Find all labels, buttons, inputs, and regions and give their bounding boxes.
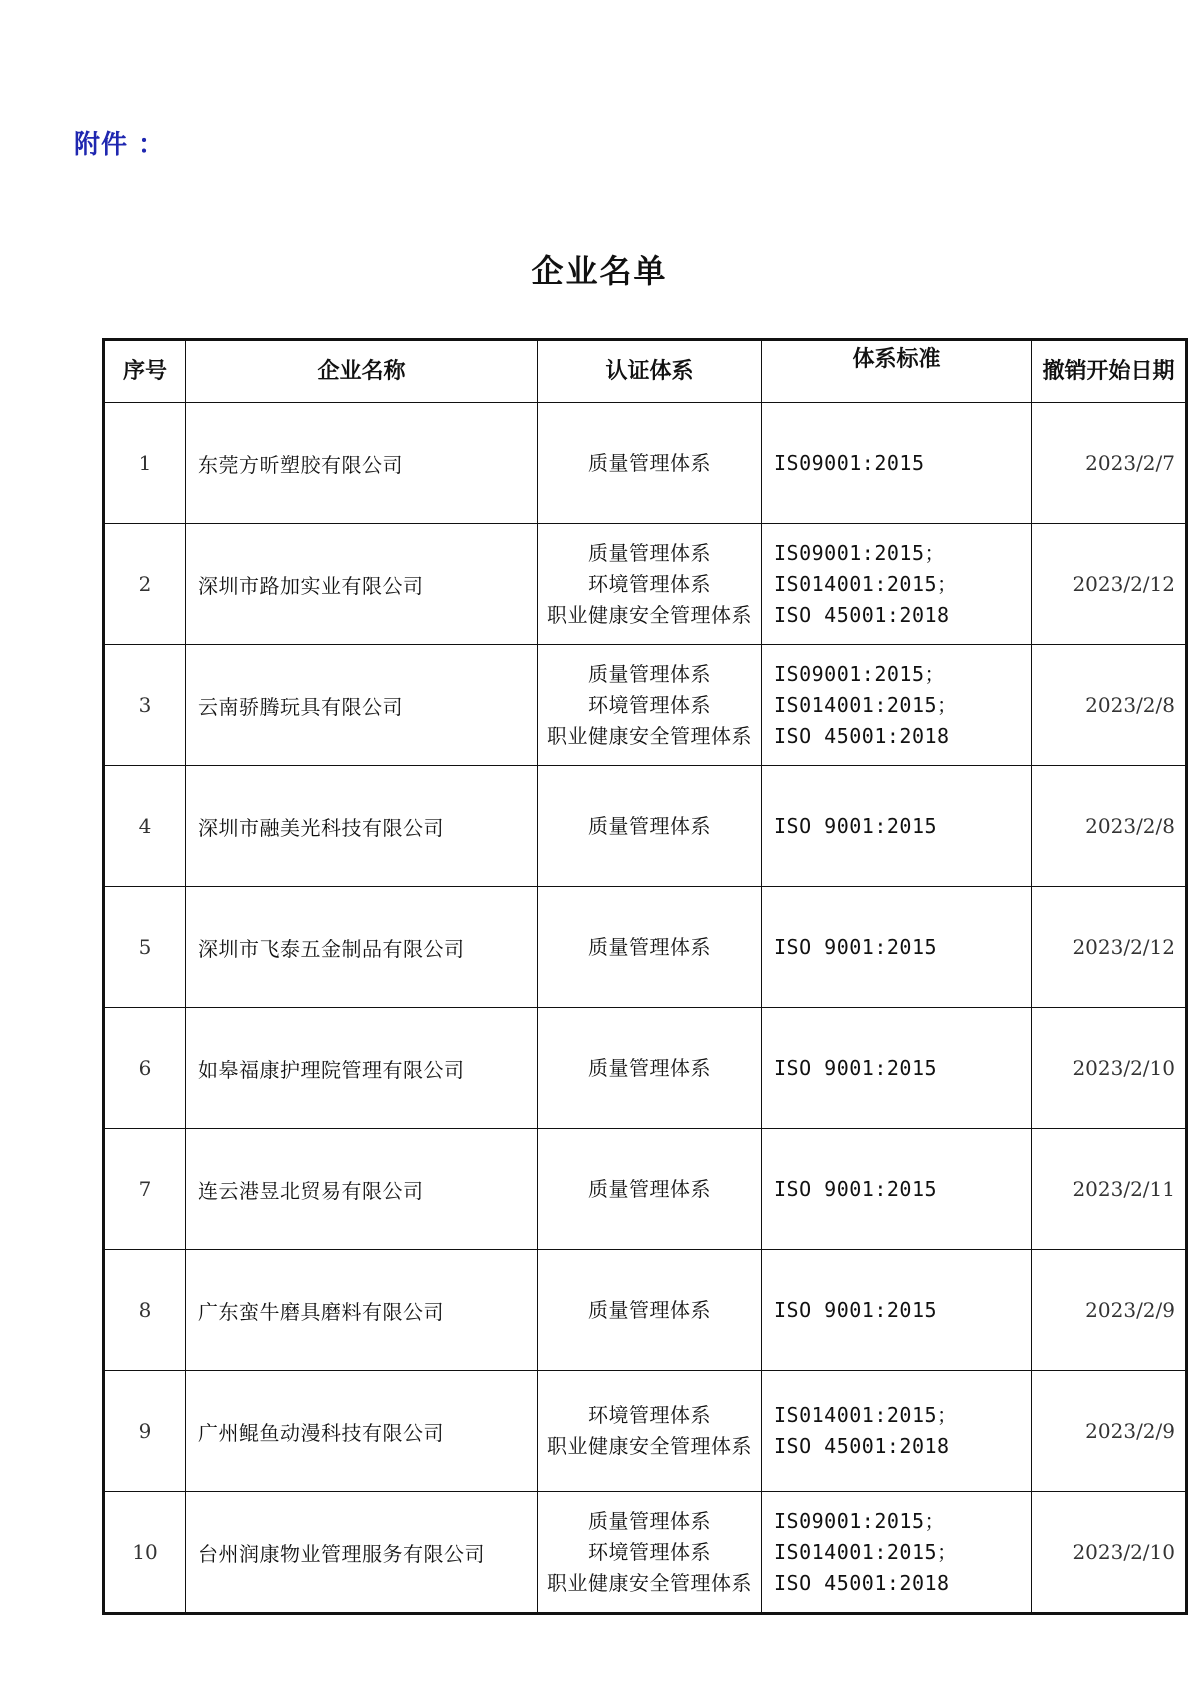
cell-company-name: 云南骄腾玩具有限公司: [186, 645, 538, 766]
attachment-label: 附件 ：: [74, 130, 166, 160]
cell-system-standard: [762, 1371, 1032, 1492]
cell-no: 2: [104, 524, 186, 645]
table-row: [104, 1250, 1187, 1371]
cell-revocation-date: 2023/2/7: [1032, 403, 1187, 524]
system-line: 职业健康安全管理体系: [547, 1434, 752, 1458]
cell-company-name: 深圳市路加实业有限公司: [186, 524, 538, 645]
column-header-date: 撤销开始日期: [1032, 340, 1187, 403]
table-row: [104, 524, 1187, 645]
cell-no: 6: [104, 1008, 186, 1129]
standard-line: ISO 9001:2015: [774, 1176, 938, 1201]
cell-no: 4: [104, 766, 186, 887]
cell-certification-system: [538, 403, 762, 524]
system-line: 职业健康安全管理体系: [547, 602, 752, 627]
cell-no: 7: [104, 1129, 186, 1250]
standard-line: IS09001:2015；: [774, 1508, 945, 1533]
cell-company-name: 深圳市飞泰五金制品有限公司: [186, 887, 538, 1008]
cell-company-name: 连云港昱北贸易有限公司: [186, 1129, 538, 1250]
cell-company-name: 东莞方昕塑胶有限公司: [186, 403, 538, 524]
system-line: 质量管理体系: [588, 813, 711, 838]
system-line: 环境管理体系: [588, 1403, 711, 1427]
cell-system-standard: [762, 1492, 1032, 1614]
standard-line: IS014001:2015；: [774, 1539, 958, 1564]
standard-line: IS09001:2015: [774, 450, 925, 475]
cell-system-standard: [762, 524, 1032, 645]
cell-revocation-date: 2023/2/12: [1032, 524, 1187, 645]
cell-certification-system: [538, 766, 762, 887]
cell-certification-system: [538, 887, 762, 1008]
standard-line: IS09001:2015；: [774, 540, 945, 565]
cell-revocation-date: 2023/2/8: [1032, 645, 1187, 766]
cell-company-name: 台州润康物业管理服务有限公司: [186, 1492, 538, 1614]
standard-line: ISO 9001:2015: [774, 934, 938, 959]
standard-line: ISO 45001:2018: [774, 1434, 950, 1458]
system-line: 质量管理体系: [588, 1176, 711, 1201]
table-row: [104, 403, 1187, 524]
page-title: 企业名单: [531, 252, 668, 290]
table-row: [104, 766, 1187, 887]
system-line: 质量管理体系: [588, 1055, 711, 1080]
system-line: 环境管理体系: [588, 692, 711, 717]
cell-revocation-date: 2023/2/10: [1032, 1008, 1187, 1129]
standard-line: ISO 45001:2018: [774, 1570, 950, 1595]
standard-line: IS09001:2015；: [774, 661, 945, 686]
cell-no: 9: [104, 1371, 186, 1492]
cell-company-name: 广东蛮牛磨具磨料有限公司: [186, 1250, 538, 1371]
table-row: [104, 1129, 1187, 1250]
cell-revocation-date: 2023/2/11: [1032, 1129, 1187, 1250]
cell-certification-system: [538, 1492, 762, 1614]
cell-revocation-date: 2023/2/10: [1032, 1492, 1187, 1614]
system-line: 职业健康安全管理体系: [547, 1570, 752, 1595]
system-line: 质量管理体系: [588, 1508, 711, 1533]
column-header-system: 认证体系: [538, 340, 762, 403]
cell-no: 10: [104, 1492, 186, 1614]
cell-company-name: 广州鲲鱼动漫科技有限公司: [186, 1371, 538, 1492]
system-line: 质量管理体系: [588, 934, 711, 959]
system-line: 质量管理体系: [588, 1297, 711, 1322]
table-header-row: [104, 340, 1187, 403]
system-line: 质量管理体系: [588, 540, 711, 565]
standard-line: ISO 45001:2018: [774, 723, 950, 748]
company-table: [102, 338, 1188, 1615]
standard-line: ISO 9001:2015: [774, 813, 938, 838]
table-row: [104, 1008, 1187, 1129]
system-line: 职业健康安全管理体系: [547, 723, 752, 748]
standard-line: IS014001:2015；: [774, 571, 958, 596]
standard-line: ISO 9001:2015: [774, 1055, 938, 1080]
cell-system-standard: [762, 645, 1032, 766]
cell-system-standard: [762, 887, 1032, 1008]
cell-certification-system: [538, 524, 762, 645]
cell-revocation-date: 2023/2/9: [1032, 1371, 1187, 1492]
table-body: [104, 403, 1187, 1614]
cell-revocation-date: 2023/2/9: [1032, 1250, 1187, 1371]
cell-no: 3: [104, 645, 186, 766]
table-row: [104, 645, 1187, 766]
cell-company-name: 如皋福康护理院管理有限公司: [186, 1008, 538, 1129]
standard-line: IS014001:2015；: [774, 1403, 958, 1427]
table-row: [104, 887, 1187, 1008]
column-header-no: 序号: [104, 340, 186, 403]
cell-certification-system: [538, 1129, 762, 1250]
table-row: [104, 1371, 1187, 1492]
cell-system-standard: [762, 403, 1032, 524]
system-line: 环境管理体系: [588, 1539, 711, 1564]
column-header-name: 企业名称: [186, 340, 538, 403]
cell-revocation-date: 2023/2/8: [1032, 766, 1187, 887]
cell-certification-system: [538, 645, 762, 766]
standard-line: IS014001:2015；: [774, 692, 958, 717]
table-row: [104, 1492, 1187, 1614]
cell-no: 5: [104, 887, 186, 1008]
cell-certification-system: [538, 1008, 762, 1129]
cell-no: 8: [104, 1250, 186, 1371]
cell-revocation-date: 2023/2/12: [1032, 887, 1187, 1008]
system-line: 环境管理体系: [588, 571, 711, 596]
standard-line: ISO 9001:2015: [774, 1297, 938, 1322]
cell-certification-system: [538, 1250, 762, 1371]
cell-no: 1: [104, 403, 186, 524]
cell-system-standard: [762, 1129, 1032, 1250]
column-header-standard: 体系标准: [762, 340, 1032, 403]
system-line: 质量管理体系: [588, 450, 711, 475]
system-line: 质量管理体系: [588, 661, 711, 686]
cell-certification-system: [538, 1371, 762, 1492]
cell-company-name: 深圳市融美光科技有限公司: [186, 766, 538, 887]
standard-line: ISO 45001:2018: [774, 602, 950, 627]
cell-system-standard: [762, 766, 1032, 887]
cell-system-standard: [762, 1008, 1032, 1129]
cell-system-standard: [762, 1250, 1032, 1371]
